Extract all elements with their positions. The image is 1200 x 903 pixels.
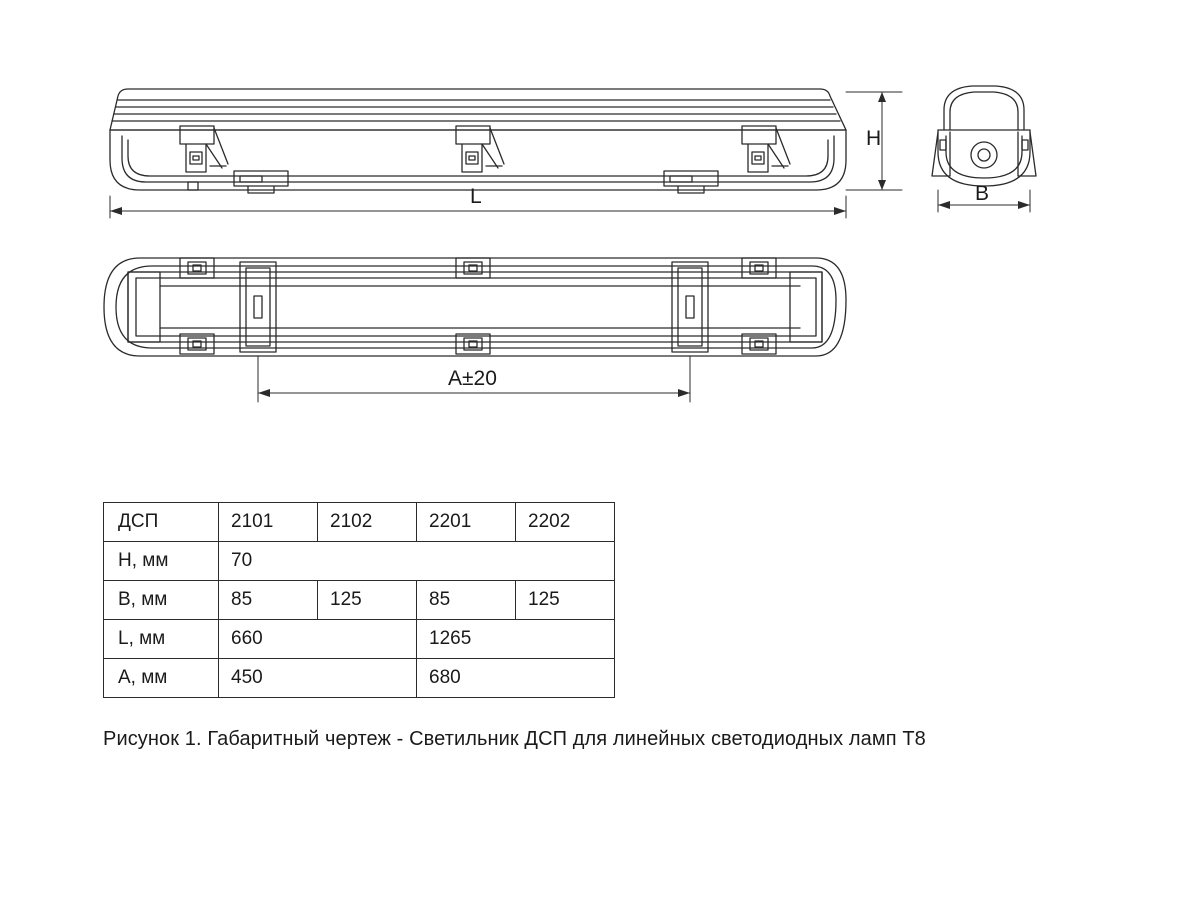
- table-row: [104, 620, 615, 659]
- table-cell: 450: [219, 659, 417, 698]
- table-cell: 680: [417, 659, 615, 698]
- row-header: A, мм: [104, 659, 219, 698]
- table-cell: 2102: [318, 503, 417, 542]
- table-cell: 85: [417, 581, 516, 620]
- table-row: [104, 581, 615, 620]
- dimension-label-height: H: [866, 127, 882, 150]
- table-cell: 660: [219, 620, 417, 659]
- row-header: L, мм: [104, 620, 219, 659]
- table-cell: 2201: [417, 503, 516, 542]
- table-row: [104, 659, 615, 698]
- row-header: ДСП: [104, 503, 219, 542]
- table-cell: 1265: [417, 620, 615, 659]
- dimension-label-mounting: A±20: [448, 367, 497, 390]
- table-cell: 70: [219, 542, 615, 581]
- table-cell: 125: [516, 581, 615, 620]
- table-row: [104, 503, 615, 542]
- plan-view: [104, 258, 846, 356]
- table-cell: 125: [318, 581, 417, 620]
- row-header: H, мм: [104, 542, 219, 581]
- side-elevation-view: [110, 89, 846, 193]
- specification-table: [103, 502, 615, 698]
- dimension-label-length: L: [470, 185, 482, 208]
- row-header: B, мм: [104, 581, 219, 620]
- dimension-label-width: B: [975, 182, 990, 205]
- table-cell: 2101: [219, 503, 318, 542]
- table-cell: 85: [219, 581, 318, 620]
- table-row: [104, 542, 615, 581]
- table-cell: 2202: [516, 503, 615, 542]
- figure-caption: Рисунок 1. Габаритный чертеж - Светильник ДСП для линейных светодиодных ламп T8: [103, 728, 926, 750]
